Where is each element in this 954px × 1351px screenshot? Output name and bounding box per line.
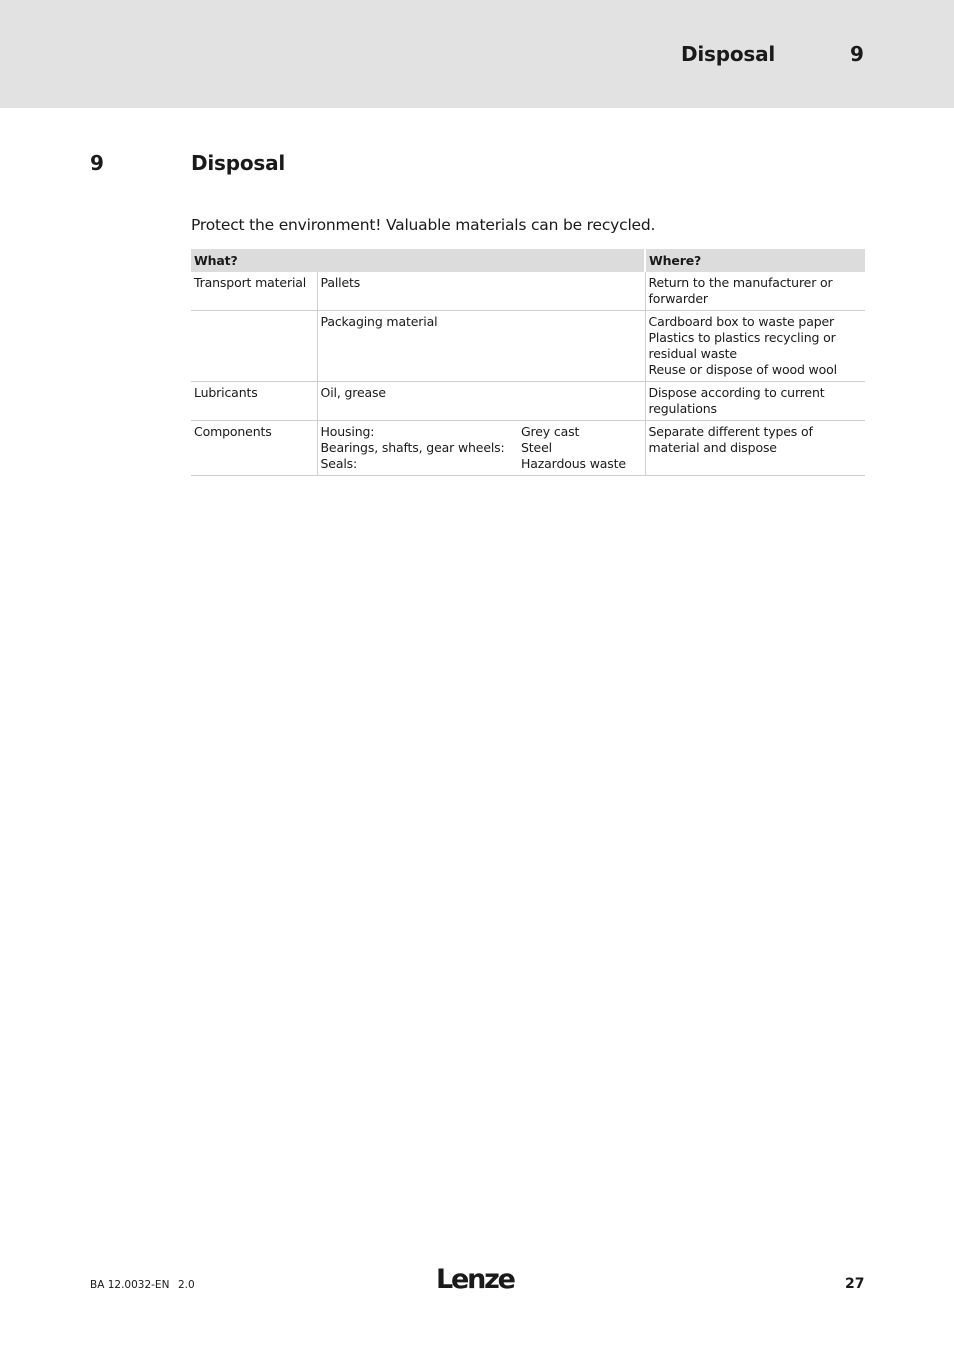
material-line: Hazardous waste	[521, 456, 626, 471]
cell-category: Transport material	[191, 272, 317, 311]
where-line: regulations	[648, 401, 717, 416]
item-line: Oil, grease	[320, 385, 386, 400]
item-line: Housing:	[320, 424, 375, 439]
cell-item	[317, 421, 518, 476]
item-line: Pallets	[320, 275, 361, 290]
table-row	[191, 382, 865, 421]
cell-category: Components	[191, 421, 317, 476]
header-what: What?	[191, 249, 645, 272]
item-line: Seals:	[320, 456, 358, 471]
header-where: Where?	[645, 249, 865, 272]
page-header-band	[0, 0, 954, 108]
where-line: Return to the manufacturer or	[648, 275, 833, 290]
where-line: forwarder	[648, 291, 708, 306]
where-line: Cardboard box to waste paper	[648, 314, 835, 329]
where-line: Dispose according to current	[648, 385, 825, 400]
disposal-table	[191, 249, 865, 476]
where-line: Reuse or dispose of wood wool	[648, 362, 837, 377]
cell-material	[518, 421, 645, 476]
footer-document-id: BA 12.0032-EN	[90, 1279, 170, 1291]
lenze-logo-text: Lenze	[436, 1264, 514, 1294]
where-line: Plastics to plastics recycling or	[648, 330, 836, 345]
where-line: material and dispose	[648, 440, 777, 455]
cell-material	[518, 311, 645, 382]
where-line: residual waste	[648, 346, 737, 361]
item-line: Packaging material	[320, 314, 438, 329]
section-title: Disposal	[191, 151, 286, 175]
cell-category: Lubricants	[191, 382, 317, 421]
where-line: Separate different types of	[648, 424, 813, 439]
cell-where	[645, 382, 865, 421]
cell-material	[518, 382, 645, 421]
cell-where	[645, 311, 865, 382]
cell-where	[645, 272, 865, 311]
cell-item	[317, 272, 518, 311]
table-row	[191, 421, 865, 476]
material-line: Steel	[521, 440, 552, 455]
table-header-row	[191, 249, 865, 272]
cell-category	[191, 311, 317, 382]
table-body	[191, 272, 865, 476]
cell-item	[317, 382, 518, 421]
cell-where	[645, 421, 865, 476]
cell-material	[518, 272, 645, 311]
cell-item	[317, 311, 518, 382]
footer-version: 2.0	[178, 1279, 195, 1291]
running-header-title: Disposal	[681, 42, 776, 66]
page-number: 27	[845, 1276, 865, 1292]
running-header-chapter-number: 9	[850, 42, 864, 66]
table-row	[191, 311, 865, 382]
item-line: Bearings, shafts, gear wheels:	[320, 440, 505, 455]
lenze-logo	[436, 1262, 516, 1294]
table-row	[191, 272, 865, 311]
section-number: 9	[90, 151, 104, 175]
material-line: Grey cast	[521, 424, 580, 439]
intro-text: Protect the environment! Valuable materials can be recycled.	[191, 216, 656, 234]
